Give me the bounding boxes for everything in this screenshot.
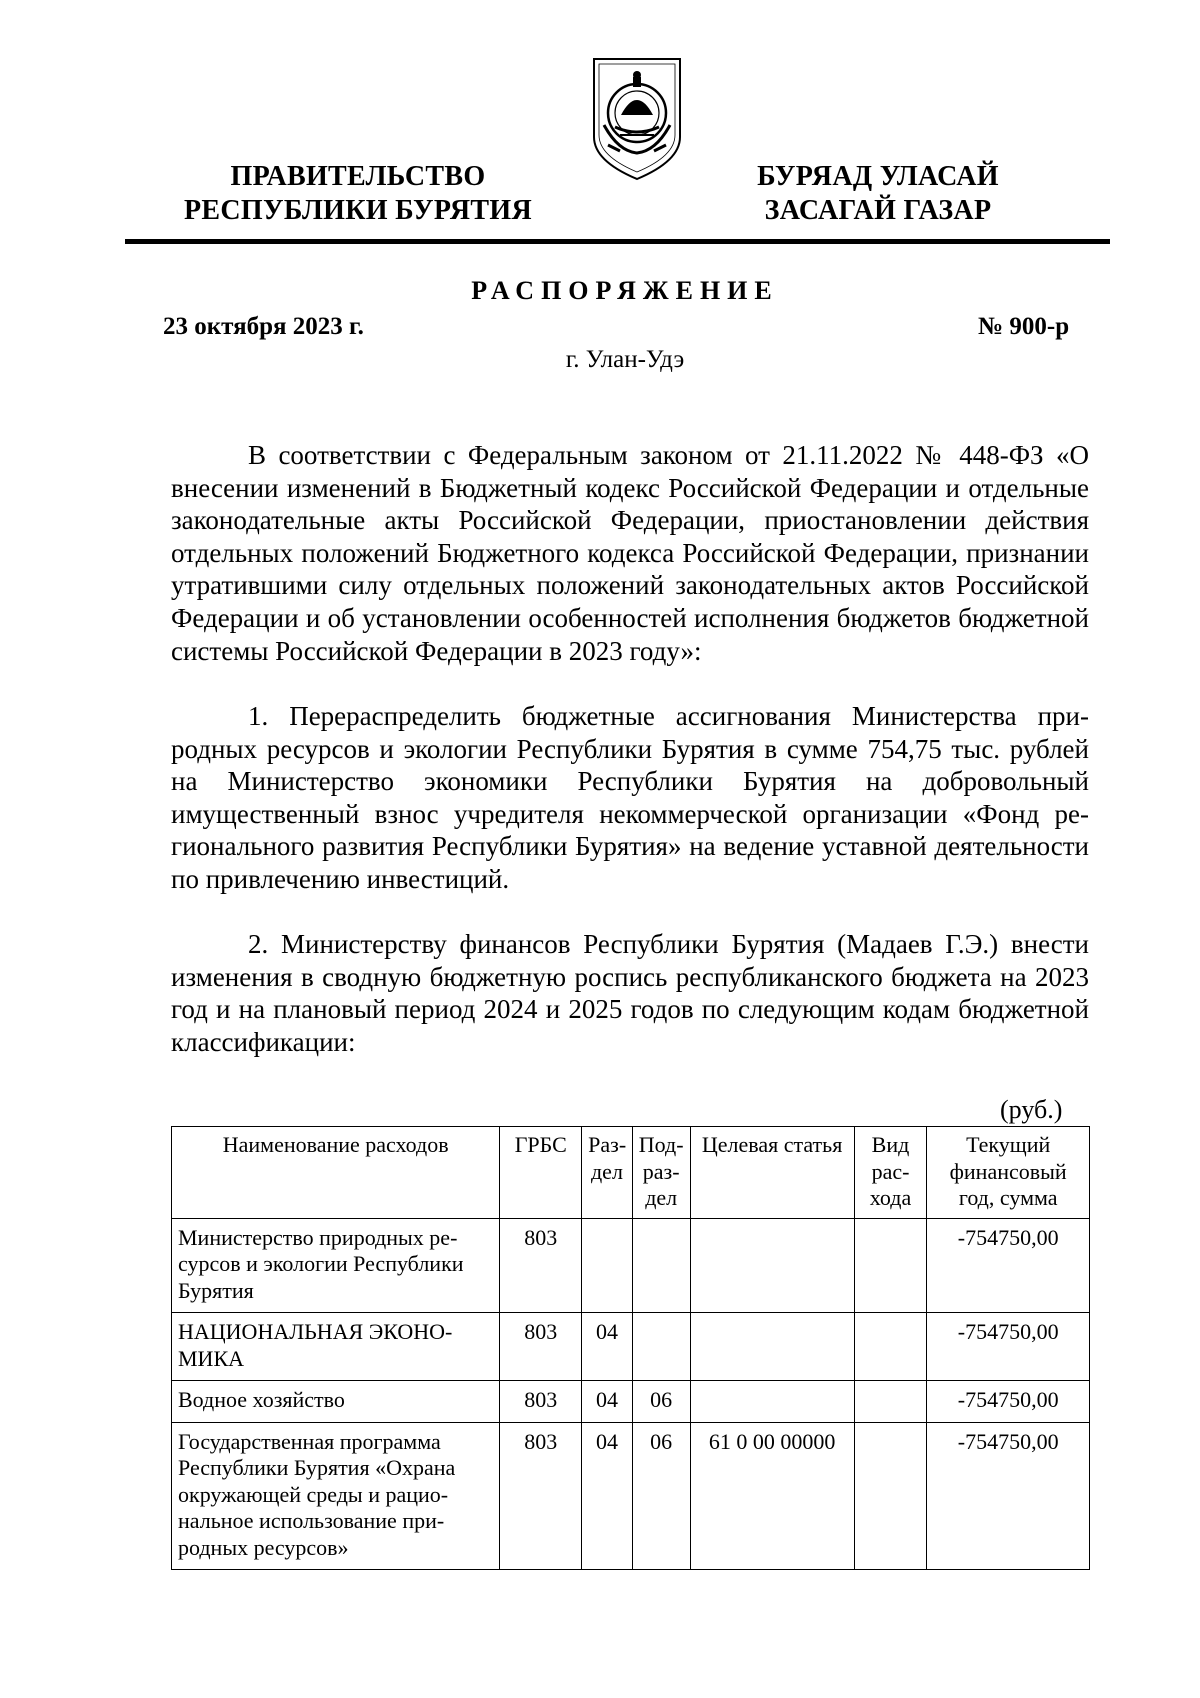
issuer-russian: [158, 160, 558, 228]
cell-vid: [854, 1218, 927, 1313]
cell-vid: [854, 1381, 927, 1423]
cell-target: [690, 1381, 854, 1423]
document-date: 23 октября 2023 г.: [163, 313, 364, 340]
cell-amount: -754750,00: [927, 1422, 1090, 1570]
cell-vid: [854, 1313, 927, 1381]
cell-vid: [854, 1422, 927, 1570]
issuer-buryat-line-1: БУРЯАД УЛАСАЙ: [757, 161, 999, 192]
cell-amount: -754750,00: [927, 1218, 1090, 1313]
document-city: г. Улан-Удэ: [565, 346, 685, 373]
header-razdel: Раздел: [582, 1127, 633, 1219]
cell-grbs: 803: [500, 1381, 582, 1423]
issuer-buryat: [718, 160, 1038, 228]
cell-grbs: 803: [500, 1313, 582, 1381]
cell-name: Государственная программа Республики Бурятия «Охрана окружающей среды и рациональное использование природных ресурсов»: [172, 1422, 500, 1570]
issuer-line-2: РЕСПУБЛИКИ БУРЯТИЯ: [184, 195, 532, 226]
header-podrazdel: Подраздел: [632, 1127, 690, 1219]
preamble-paragraph: В соответствии с Федеральным законом от 21.11.2022 № 448-ФЗ «О внесении изменений в Бюджетный кодекс Российской Федерации и отдельные законодательные акты Российской Федерации, приостановлении действия отдельных положений Бюджетного кодекса Российской Федерации, признании утратившими силу отдельных положений законодательных актов Российской Федерации и об установлении особенностей исполнения бюджетов бюджетной системы Российской Федерации в 2023 году»:: [171, 440, 1089, 666]
table-row: [172, 1313, 1090, 1381]
table-row: [172, 1218, 1090, 1313]
coat-of-arms-icon: [590, 55, 684, 183]
table-unit: (руб.): [1000, 1095, 1063, 1124]
cell-name: НАЦИОНАЛЬНАЯ ЭКОНОМИКА: [172, 1313, 500, 1381]
document-number: № 900-р: [978, 313, 1070, 340]
cell-razdel: 04: [582, 1313, 633, 1381]
cell-podrazdel: 06: [632, 1422, 690, 1570]
document-type: РАСПОРЯЖЕНИЕ: [471, 276, 779, 305]
cell-target: [690, 1313, 854, 1381]
header-divider: [125, 239, 1110, 244]
cell-amount: -754750,00: [927, 1313, 1090, 1381]
table-row: [172, 1381, 1090, 1423]
cell-podrazdel: [632, 1218, 690, 1313]
issuer-buryat-line-2: ЗАСАГАЙ ГАЗАР: [764, 195, 992, 226]
cell-name: Министерство природных ресурсов и экологии Республики Бурятия: [172, 1218, 500, 1313]
header-vid: Вид расхода: [854, 1127, 927, 1219]
header-target: Целевая статья: [690, 1127, 854, 1219]
table-header-row: [172, 1127, 1090, 1219]
item-1-paragraph: 1. Перераспределить бюджетные ассигнования Министерства природных ресурсов и экологии Республики Бурятия в сумме 754,75 тыс. рублей на Министерство экономики Республики Бурятия на добровольный имущественный взнос учредителя некоммерческой организации «Фонд регионального развития Республики Бурятия» на ведение уставной деятельности по привлечению инвестиций.: [171, 701, 1089, 894]
cell-razdel: [582, 1218, 633, 1313]
issuer-line-1: ПРАВИТЕЛЬСТВО: [230, 161, 486, 192]
item-2-paragraph: 2. Министерству финансов Республики Бурятия (Мадаев Г.Э.) внести изменения в сводную бюджетную роспись республиканского бюджета на 2023 год и на плановый период 2024 и 2025 годов по следующим кодам бюджетной классификации:: [171, 929, 1089, 1057]
cell-razdel: 04: [582, 1381, 633, 1423]
cell-razdel: 04: [582, 1422, 633, 1570]
cell-podrazdel: 06: [632, 1381, 690, 1423]
cell-name: Водное хозяйство: [172, 1381, 500, 1423]
cell-grbs: 803: [500, 1218, 582, 1313]
header-grbs: ГРБС: [500, 1127, 582, 1219]
cell-grbs: 803: [500, 1422, 582, 1570]
cell-amount: -754750,00: [927, 1381, 1090, 1423]
cell-target: 61 0 00 00000: [690, 1422, 854, 1570]
cell-target: [690, 1218, 854, 1313]
header-name: Наименование расходов: [172, 1127, 500, 1219]
cell-podrazdel: [632, 1313, 690, 1381]
budget-table: [171, 1126, 1090, 1570]
table-row: [172, 1422, 1090, 1570]
header-amount: Текущий финансовый год, сумма: [927, 1127, 1090, 1219]
